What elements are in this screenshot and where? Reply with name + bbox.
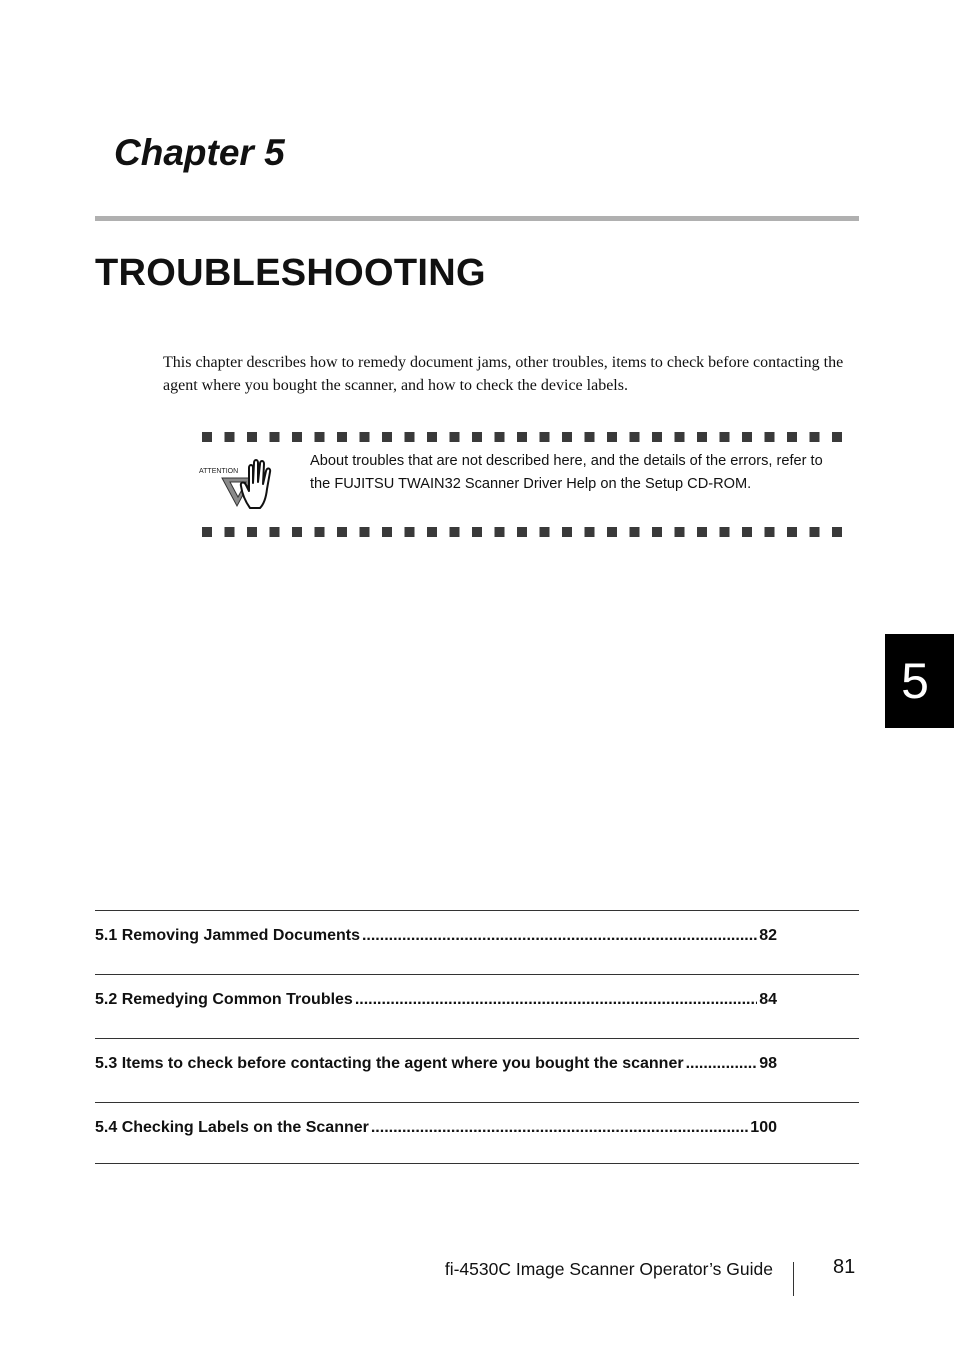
- toc-title: 5.2 Remedying Common Troubles: [95, 991, 353, 1008]
- attention-icon-label: ATTENTION: [199, 468, 239, 475]
- attention-border-top: [202, 432, 852, 442]
- chapter-label: Chapter 5: [114, 132, 285, 173]
- page-title: TROUBLESHOOTING: [95, 252, 486, 294]
- toc-row: [95, 1038, 859, 1102]
- footer-separator: [793, 1262, 794, 1296]
- toc-page: 82: [759, 927, 777, 944]
- toc-link-checking-labels[interactable]: [95, 1117, 777, 1139]
- attention-border-bottom: [202, 527, 852, 537]
- toc-leader: [355, 989, 757, 1011]
- attention-note: About troubles that are not described here, and the details of the errors, refer to the FUJITSU TWAIN32 Scanner Driver Help on the Setup CD-ROM.: [310, 453, 823, 492]
- toc-link-remedying-common-troubles[interactable]: [95, 989, 777, 1011]
- toc-page: 98: [759, 1055, 777, 1072]
- toc-row: [95, 974, 859, 1038]
- intro-paragraph: This chapter describes how to remedy document jams, other troubles, items to check before contacting the agent where you bought the scanner, and how to check the device labels.: [163, 354, 844, 394]
- chapter-contents: [95, 910, 859, 1164]
- toc-leader: [371, 1117, 748, 1139]
- footer-guide-title: fi-4530C Image Scanner Operator’s Guide: [444, 1259, 773, 1279]
- chapter-tab: [885, 634, 954, 728]
- toc-link-removing-jammed-documents[interactable]: [95, 925, 777, 947]
- toc-page: 84: [759, 991, 777, 1008]
- toc-title: 5.3 Items to check before contacting the agent where you bought the scanner: [95, 1055, 684, 1072]
- toc-leader: [686, 1053, 758, 1075]
- toc-page: 100: [750, 1119, 777, 1136]
- chapter-tab-number: 5: [901, 653, 929, 709]
- toc-title: 5.1 Removing Jammed Documents: [95, 927, 360, 944]
- attention-hand-icon: [196, 456, 278, 512]
- chapter-divider: [95, 216, 859, 221]
- toc-row: [95, 1102, 859, 1164]
- toc-title: 5.4 Checking Labels on the Scanner: [95, 1119, 369, 1136]
- toc-row: [95, 910, 859, 974]
- footer-page-number: 81: [833, 1256, 856, 1278]
- toc-link-items-to-check[interactable]: [95, 1053, 777, 1075]
- toc-leader: [362, 925, 757, 947]
